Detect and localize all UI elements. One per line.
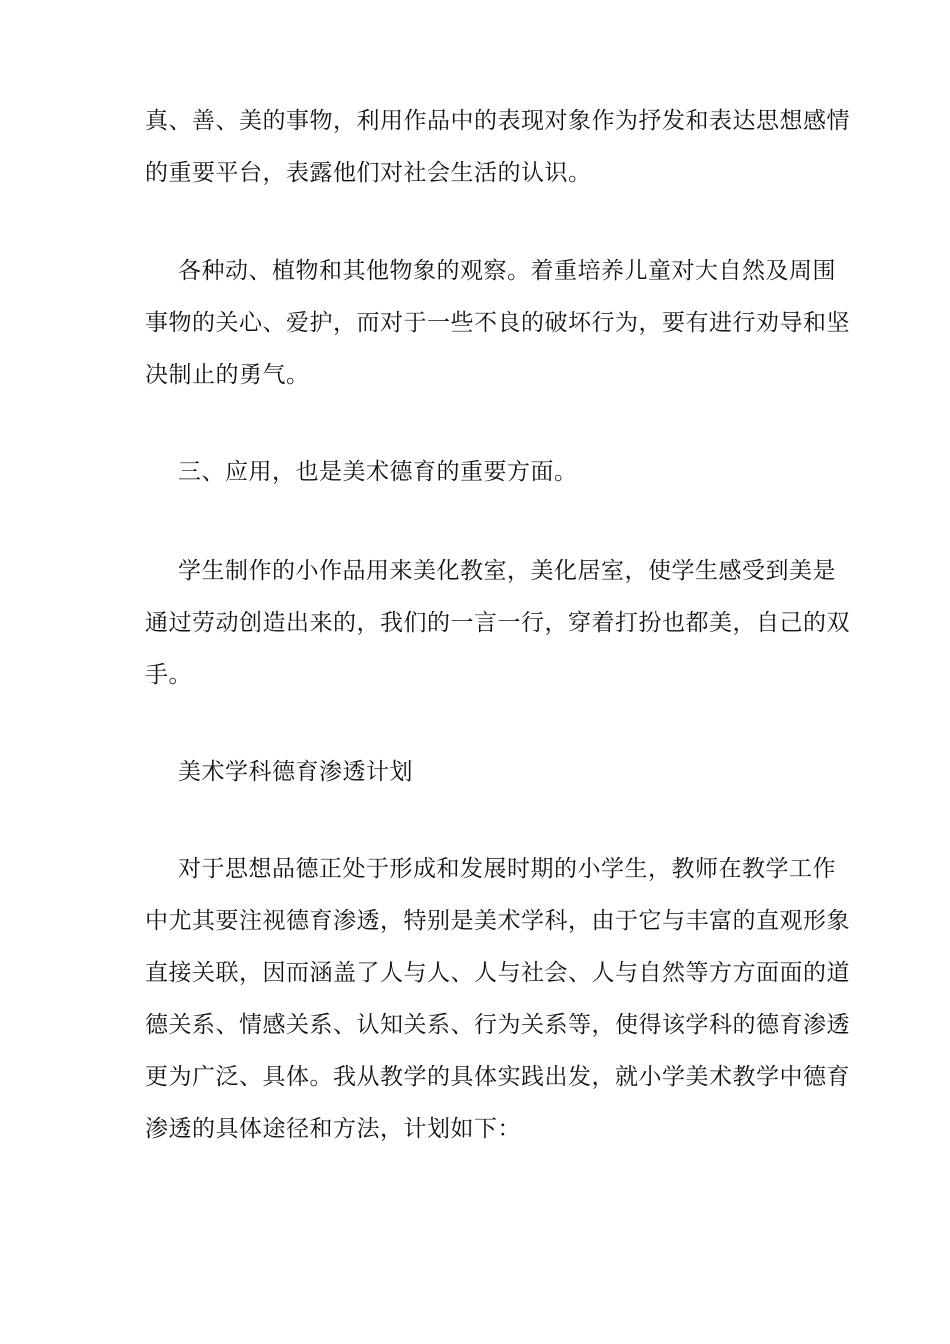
paragraph-6 bbox=[145, 843, 850, 1155]
paragraph-line: 直接关联，因而涵盖了人与人、人与社会、人与自然等方方面面的道 bbox=[145, 960, 850, 986]
paragraph-line: 中尤其要注视德育渗透，特别是美术学科，由于它与丰富的直观形象 bbox=[145, 908, 850, 934]
paragraph-4 bbox=[145, 545, 850, 701]
paragraph-line: 事物的关心、爱护，而对于一些不良的破坏行为，要有进行劝导和坚 bbox=[145, 310, 850, 336]
section-heading bbox=[145, 746, 810, 798]
paragraph-line: 更为广泛、具体。我从教学的具体实践出发，就小学美术教学中德育 bbox=[145, 1064, 850, 1090]
paragraph-line: 学生制作的小作品用来美化教室，美化居室，使学生感受到美是 bbox=[178, 558, 836, 584]
paragraph-line: 渗透的具体途径和方法，计划如下： bbox=[145, 1116, 521, 1142]
paragraph-line: 通过劳动创造出来的，我们的一言一行，穿着打扮也都美，自己的双 bbox=[145, 610, 850, 636]
section-heading-text: 美术学科德育渗透计划 bbox=[178, 759, 413, 785]
paragraph-line: 手。 bbox=[145, 662, 192, 688]
paragraph-2 bbox=[145, 245, 850, 401]
paragraph-line: 德关系、情感关系、认知关系、行为关系等，使得该学科的德育渗透 bbox=[145, 1012, 850, 1038]
paragraph-3 bbox=[145, 446, 810, 498]
paragraph-line: 三、应用，也是美术德育的重要方面。 bbox=[178, 459, 578, 485]
paragraph-line: 各种动、植物和其他物象的观察。着重培养儿童对大自然及周围 bbox=[178, 258, 836, 284]
paragraph-1 bbox=[145, 95, 850, 199]
paragraph-line: 的重要平台，表露他们对社会生活的认识。 bbox=[145, 160, 592, 186]
paragraph-line: 对于思想品德正处于形成和发展时期的小学生，教师在教学工作 bbox=[178, 856, 836, 882]
paragraph-line: 真、善、美的事物，利用作品中的表现对象作为抒发和表达思想感情 bbox=[145, 108, 850, 134]
paragraph-line: 决制止的勇气。 bbox=[145, 362, 310, 388]
